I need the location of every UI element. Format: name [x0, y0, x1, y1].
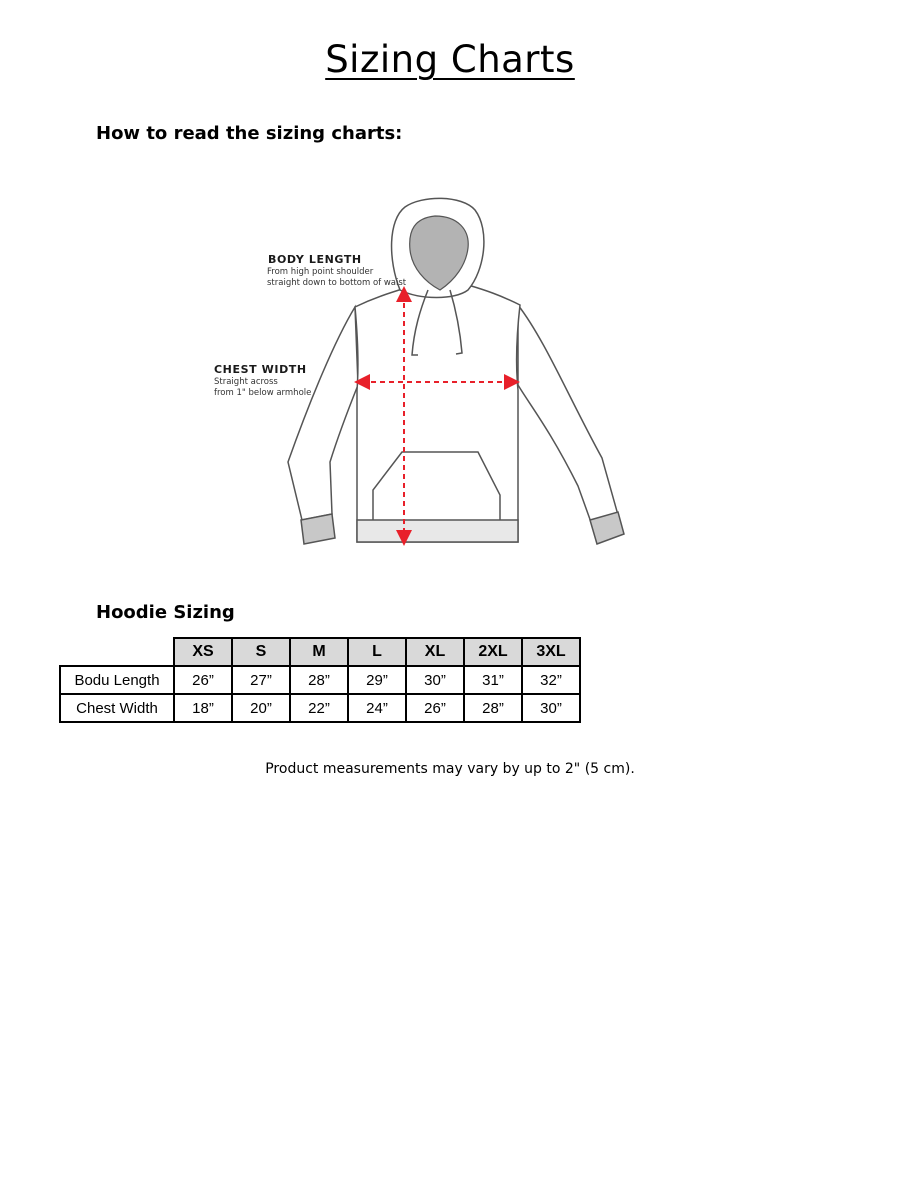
- row-label-chest-width: Chest Width: [60, 694, 174, 722]
- size-header-3xl: 3XL: [522, 638, 580, 666]
- chest-width-desc-1: Straight across: [214, 377, 278, 387]
- waistband: [357, 520, 518, 542]
- table-corner-cell: [60, 638, 174, 666]
- hoodie-size-table: [59, 637, 581, 723]
- row-label-body-length: Bodu Length: [60, 666, 174, 694]
- table-cell: 31”: [464, 666, 522, 694]
- table-cell: 30”: [406, 666, 464, 694]
- left-cuff: [301, 514, 335, 544]
- hoodie-sizing-heading: Hoodie Sizing: [96, 602, 235, 623]
- how-to-read-heading: How to read the sizing charts:: [96, 123, 403, 144]
- measurement-footnote: Product measurements may vary by up to 2" (5 cm).: [265, 761, 635, 777]
- table-cell: 29”: [348, 666, 406, 694]
- chest-width-desc-2: from 1" below armhole: [214, 388, 312, 398]
- size-header-xl: XL: [406, 638, 464, 666]
- page-title-text: Sizing Charts: [325, 38, 575, 81]
- body-length-desc-1: From high point shoulder: [267, 267, 374, 277]
- table-cell: 28”: [464, 694, 522, 722]
- size-header-row: [60, 638, 580, 666]
- size-header-l: L: [348, 638, 406, 666]
- page-title: [0, 38, 900, 81]
- table-cell: 24”: [348, 694, 406, 722]
- table-cell: 18”: [174, 694, 232, 722]
- size-header-2xl: 2XL: [464, 638, 522, 666]
- size-header-xs: XS: [174, 638, 232, 666]
- hoodie-measurement-diagram: [200, 190, 640, 560]
- chest-width-label: CHEST WIDTH: [214, 363, 307, 376]
- table-cell: 32”: [522, 666, 580, 694]
- hoodie-illustration: [200, 190, 640, 560]
- table-row-body-length: [60, 666, 580, 694]
- body-length-desc-2: straight down to bottom of waist: [267, 278, 407, 288]
- hoodie-body: [355, 285, 520, 542]
- table-cell: 27”: [232, 666, 290, 694]
- table-cell: 28”: [290, 666, 348, 694]
- body-length-label: BODY LENGTH: [268, 253, 362, 266]
- size-header-s: S: [232, 638, 290, 666]
- size-header-m: M: [290, 638, 348, 666]
- left-sleeve: [288, 307, 358, 520]
- table-row-chest-width: [60, 694, 580, 722]
- table-cell: 26”: [174, 666, 232, 694]
- right-sleeve: [518, 305, 618, 525]
- table-cell: 26”: [406, 694, 464, 722]
- table-cell: 30”: [522, 694, 580, 722]
- table-cell: 20”: [232, 694, 290, 722]
- table-cell: 22”: [290, 694, 348, 722]
